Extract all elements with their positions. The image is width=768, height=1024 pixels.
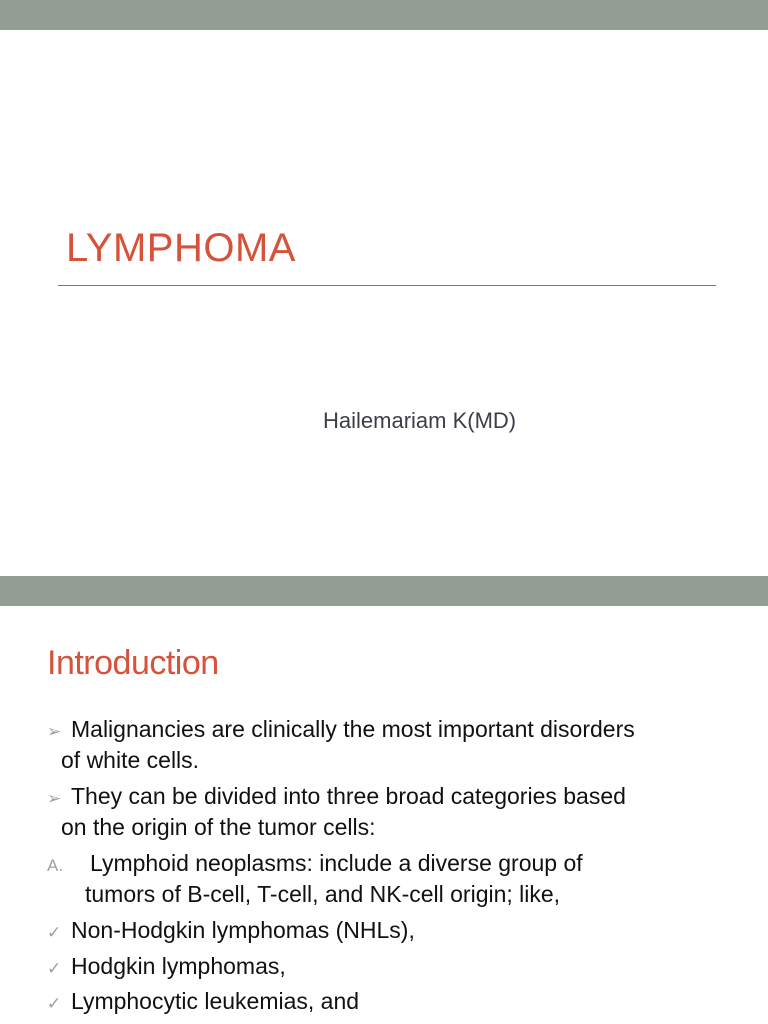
list-item-text: Hodgkin lymphomas, — [71, 953, 286, 979]
title-slide — [0, 30, 768, 576]
list-item-text-line1: Lymphoid neoplasms: include a diverse group of — [90, 850, 583, 876]
introduction-slide — [0, 606, 768, 1024]
list-item-text-line2: tumors of B-cell, T-cell, and NK-cell origin; like, — [85, 881, 561, 907]
list-item-text-line1: They can be divided into three broad categories based — [71, 783, 626, 809]
letter-marker: A. — [47, 856, 64, 875]
list-item — [47, 848, 583, 910]
list-item-text-line1: Malignancies are clinically the most important disorders — [71, 716, 635, 742]
slide-separator-band — [0, 576, 768, 606]
title-divider — [58, 285, 716, 286]
checkmark-icon: ✓ — [47, 959, 62, 978]
list-item — [47, 714, 635, 776]
slide-heading: Introduction — [47, 644, 219, 682]
list-item-text-line2: of white cells. — [61, 747, 200, 773]
checkmark-icon: ✓ — [47, 994, 62, 1013]
list-item — [47, 781, 626, 843]
list-item-text: Lymphocytic leukemias, and — [71, 988, 360, 1014]
list-item — [47, 951, 286, 982]
list-item-text-line2: on the origin of the tumor cells: — [61, 814, 376, 840]
arrow-bullet-icon: ➢ — [47, 722, 62, 741]
list-item-text: Non-Hodgkin lymphomas (NHLs), — [71, 917, 415, 943]
top-band — [0, 0, 768, 30]
slide-subtitle: Hailemariam K(MD) — [323, 408, 517, 433]
list-item — [47, 986, 359, 1017]
slide-title: LYMPHOMA — [66, 226, 296, 270]
checkmark-icon: ✓ — [47, 923, 62, 942]
list-item — [47, 915, 415, 946]
arrow-bullet-icon: ➢ — [47, 789, 62, 808]
